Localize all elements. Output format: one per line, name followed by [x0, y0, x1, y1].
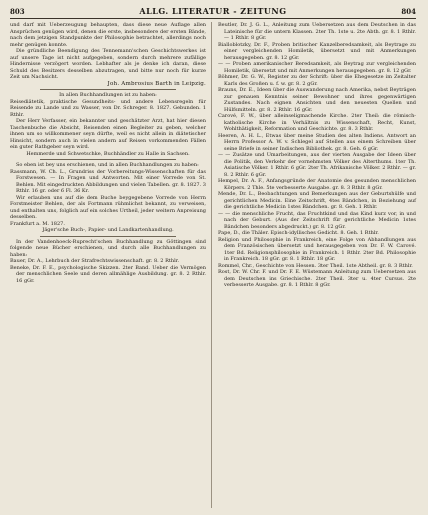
signature: Joh. Ambrosius Barth in Leipzig.: [107, 80, 206, 87]
book-entry: Beneke, Dr. F. E., psychologische Skizzen. 2ter Band. Ueber die Vermögen der menschlichen Seele und deren allmählige Ausbildung. gr. 8. 2 Rthlr. 16 gGr.: [10, 264, 206, 284]
section-divider: [40, 159, 176, 160]
paragraph: Reisediätetik, praktische Gesundheits- und andere Lebensregeln für Reisende zu Lande und zu Wasser, von Dr. Schreger. 8. 1827. Gebunden. 1 Rthlr.: [10, 98, 206, 118]
left-column: [10, 22, 206, 284]
book-entry: Mende, Dr. L., Beobachtungen und Bemerkungen aus der Geburtshülfe und gerichtlichen Medicin. Eine Zeitschrift, 4tes Bändchen, in Beziehung auf die gerichtliche Medicin 1stes Bändchen. gr. 8. Geh. 1 Rthlr.: [218, 191, 416, 210]
book-entry: — — Zusätze und Umarbeitungen, aus der vierten Ausgabe der Ideen über die Politik, den Verkehr der vornehmsten Völker des Alterthums. 1ter Th. Asiatische Völker. 1 Rthlr. 6 gGr. 2ter Th. Afrikanische Völker. 2 Rthlr. — gr. 8. 2 Rthlr. 6 gGr.: [218, 152, 416, 178]
book-entry: Rassmann, W. Ch. L., Grundriss der Vorbereitungs-Wissenschaften für das Forstwesen. — In Fragen und Antworten. Mit einer Vorrede von St. Behlen. Mit eingedruckten Abbildungen und vielen Tabellen. gr. 8. 1827. 3 Rthlr. 16 gr. oder 6 Fl. 36 Kr.: [10, 168, 206, 194]
paragraph: Wir erlauben uns auf die dem Buche beygegebene Vorrede von Herrn Forstmeister Behlen, der als Fortmann rühmlichst bekannt, zu verweisen, und enthalten uns, folglich auf ein solches Urtheil, jeder weitern Anpreisung desselben.: [10, 194, 206, 220]
book-entry: Beutler, Dr. J. G. L., Anleitung zum Uebersetzen aus dem Deutschen in das Lateinische für die untern Klassen. 2ter Th. 1ste u. 2te Abth. gr. 8. 1 Rthlr. — 1 Rthlr. 8 gGr.: [218, 22, 416, 41]
centered-notice: Hemmerde und Schwetschke, Buchhändler zu Halle in Sachsen.: [26, 150, 190, 157]
book-entry: Hempel, Dr. A. F., Anfangsgründe der Anatomie des gesunden menschlichen Körpers. 2 Thle. 5te verbesserte Ausgabe. gr. 8. 3 Rthlr. 8 gGr.: [218, 178, 416, 191]
page-number-right: 804: [401, 7, 416, 16]
paragraph: Die gründliche Beendigung des Tennemann'schen Geschichtswerkes ist auf unsere Tage ist nicht aufgegeben, sondern durch mehrere zufällige Hindernisse verzögert worden. Lebhafter als je denke ich daran, diese Schuld des Besitzers desselben abzutragen, und bitte nur noch für kurze Zeit um Nachsicht.: [10, 48, 206, 80]
centered-notice: In allen Buchhandlungen ist zu haben:: [59, 92, 157, 98]
paragraph: Der Herr Verfasser, ein bekannter und geschätzter Arzt, hat hier diesen Taschenbuche die Absicht, Reisenden einen Begleiter zu geben, welcher ihnen um so willkommener seyn dürfte, weil es nicht allein in diätetischer Hinsicht, sondern auch in vielen andern auf Reisen vorkommenden Fällen ein guter Rathgeber seyn wird.: [10, 118, 206, 150]
book-entry: Pape, D., die Thäler. Episch-idyllisches Gedicht. 8. Geh. 1 Rthlr.: [218, 230, 379, 236]
paragraph: Frankfurt a. M. 1827.: [10, 220, 65, 227]
book-entry: Böhmer, Dr. G. W., Register zu der Schrift: über die Ehegesetze im Zeitalter Karls des Großen u. f. w. gr. 8. 2 gGr.: [218, 74, 416, 87]
page-number-left: 803: [10, 7, 25, 16]
book-entry: Heeren, A. H. L., Etwas über meine Studien des alten Indiens. Antwort an Herrn Professor A. W. v. Schlegel auf Stellen aus einem Schreiben über seine Briefe in seiner Indischen Bibliothek. gr. 8. Geh. 6 gGr.: [218, 132, 416, 152]
book-entry: Rommel, Chr., Geschichte von Hessen. 3ter Theil. 1ste Abtheil. gr. 8. 3 Rthlr.: [218, 262, 413, 269]
paragraph: In der Vandenhoeck-Ruprecht'schen Buchhandlung zu Göttingen sind folgende neue Bücher erschienen, und durch alle Buchhandlungen zu haben:: [10, 238, 206, 258]
book-entry: — — die menschliche Frucht, das Fruchtkind und das Kind kurz vor, in und nach der Geburt. (Aus der Zeitschrift für gerichtliche Medicin 1stes Bändchen besonders abgedruckt.) gr. 8. 12 gGr.: [218, 210, 416, 230]
book-entry: Religion und Philosophie in Frankreich, eine Folge von Abhandlungen aus dem Französischen übersetzt und herausgegeben von Dr. F. W. Carové. 1ter Bd. Religionsphilosophie in Frankreich. 1 Rthlr. 2ter Bd. Philosophie in Frankreich. 18 gGr. gr. 8. 1 Rthlr. 18 gGr.: [218, 236, 416, 262]
column-divider: [211, 22, 212, 508]
book-entry: Bialloblotzky, Dr. F., Proben britischer Kanzelberedsamkeit, als Beytrage zu einer vergleichenden Homiletik, übersetzt und mit Anmerkungen herausgegeben. gr. 8. 12 gGr.: [218, 41, 416, 61]
book-entry: — — Proben amerikanischer Beredsamkeit, als Beytrag zur vergleichenden Homiletik, übersetzt und mit Anmerkungen herausgegeben. gr. 8. 12 gGr.: [218, 61, 416, 74]
centered-notice: Jäger'sche Buch-, Papier- und Landkartenhandlung.: [42, 227, 174, 233]
section-divider: [40, 89, 176, 90]
page-header: [10, 6, 416, 19]
section-divider: [40, 236, 176, 237]
book-entry: Bauer, Dr. A., Lehrbuch der Strafrechtswissenschaft. gr. 8. 2 Rthlr.: [10, 258, 180, 264]
book-entry: Brauns, Dr. E., Ideen über die Auswanderung nach Amerika, nebst Beyträgen zur genauen Kenntnis seiner Bewohner und ihres gegenwärtigen Zustandes. Nach eignen Ansichten und den neuesten Quellen und Hülfsmitteln. gr. 8. 2 Rthlr. 16 gGr.: [218, 87, 416, 113]
right-column: [218, 22, 416, 289]
paragraph: und darf mit Ueberzeugung behaupten, dass diese neue Auflage allen Ansprüchen genügen wird, denen die erste, insbesondere der ersten Bände, nach dem jetzigen Standpunkte der Philosophie betrachtet, allerdings noch mehr genügen konnte.: [10, 22, 206, 48]
book-entry: Rost, Dr. W. Chr. F. und Dr. F. E. Wüstemann Anleitung zum Uebersetzen aus dem Deutschen ins Griechische. 2ter Theil. 3ter u. 4ter Cursus. 2te verbesserte Ausgabe. gr. 8. 1 Rthlr. 8 gGr.: [218, 269, 416, 288]
paragraph: So eben ist bey uns erschienen, und in allen Buchhandlungen zu haben:: [16, 162, 199, 168]
journal-title: ALLG. LITERATUR - ZEITUNG: [139, 6, 287, 16]
book-entry: Carové, F. W., über alleinseligmachende Kirche. 2ter Theil: die römisch-katholische Kirche in Verhältnis zu Wissenschaft, Recht, Kunst, Wohlthätigkeit, Reformation und Geschichte. gr. 8. 3 Rthlr.: [218, 113, 416, 132]
